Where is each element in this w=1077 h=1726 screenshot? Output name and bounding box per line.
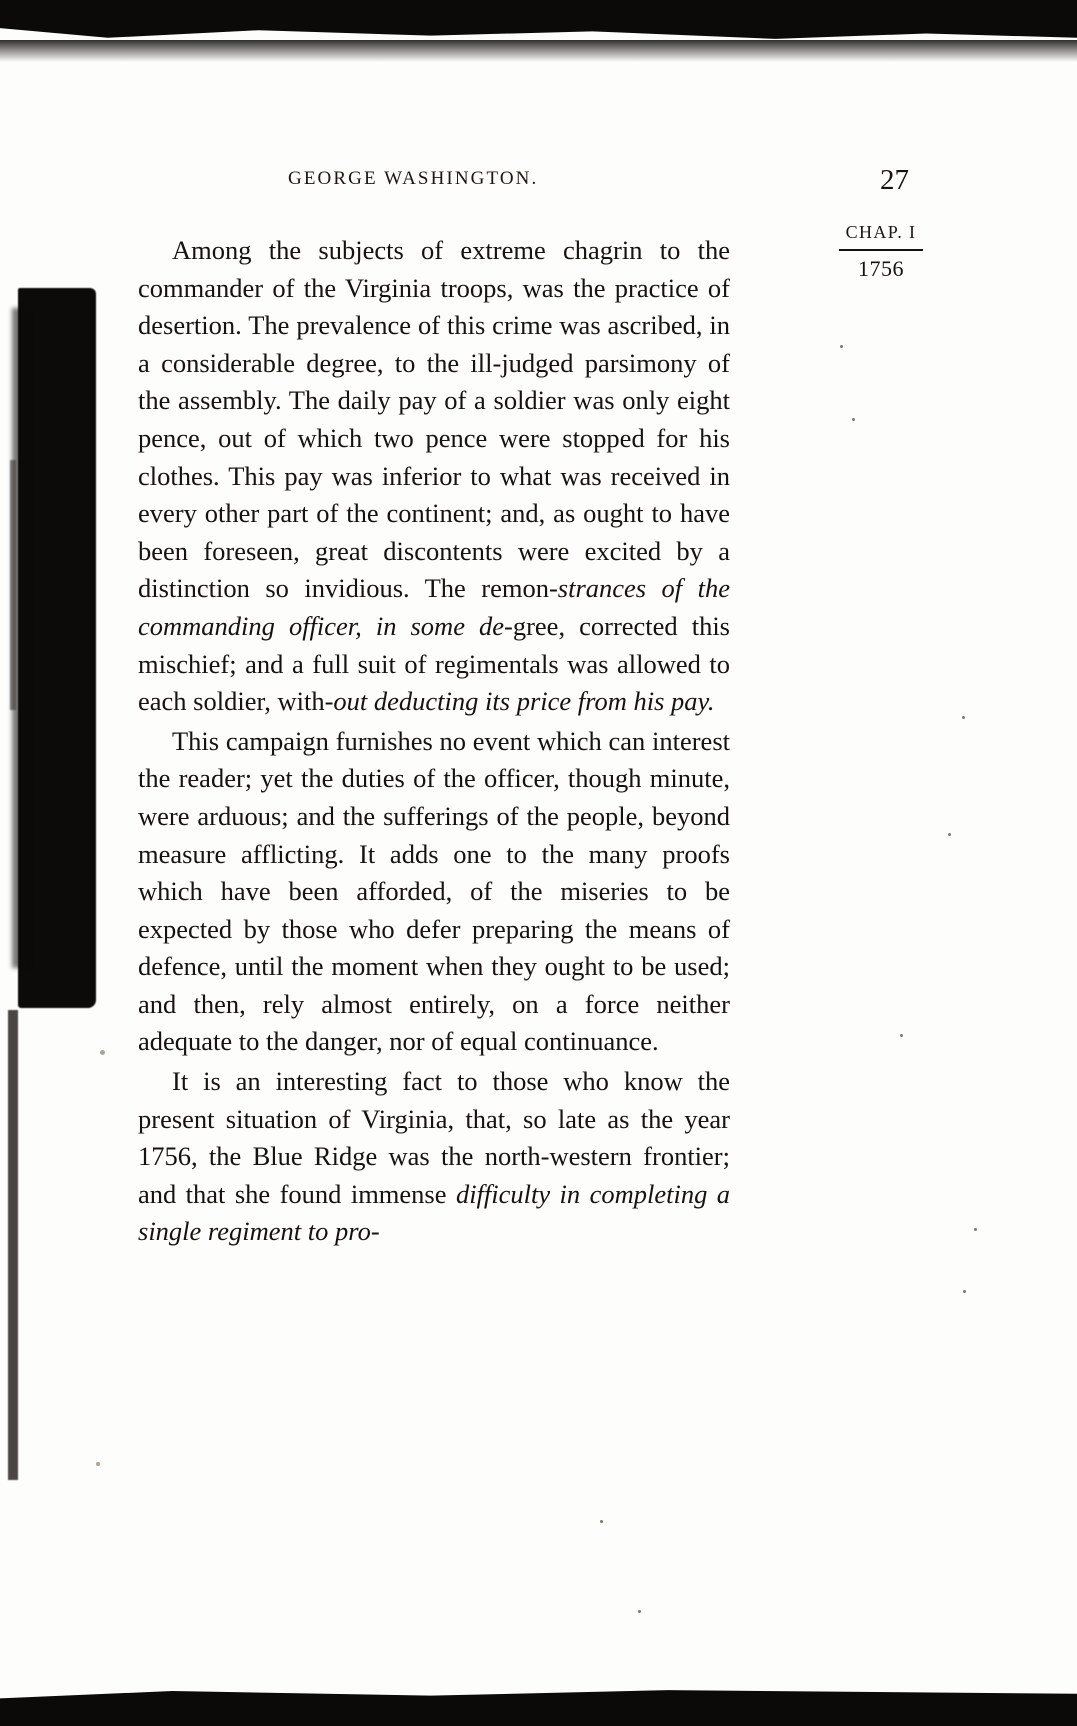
paragraph-2: This campaign furnishes no event which can interest the reader; yet the duties of the officer, though minute, were arduous; and the sufferings of the people, beyond measure afflicting. It adds one to the many proofs which have been afforded, of the miseries to be expected by those who defer preparing the means of defence, until the moment when they ought to be used; and then, rely almost entirely, on a force neither adequate to the danger, nor of equal continuance. [138,725,730,1057]
paragraph-3-italic: difficulty in completing a single regiment to pro- [138,1178,731,1247]
scan-speck [963,1290,966,1293]
scan-gutter-strip-lower [8,1010,18,1480]
scan-speck [96,1462,100,1466]
scan-speck [948,833,951,836]
paragraph-1 [138,232,730,721]
scan-speck [974,1228,977,1231]
page-number: 27 [880,164,909,196]
scan-speck [852,418,855,421]
running-head: GEORGE WASHINGTON. [288,168,539,189]
scan-speck [100,1050,105,1055]
year-label: 1756 [858,255,904,281]
scan-edge-bottom [0,1680,1077,1726]
scan-speck [840,345,843,348]
scan-speck [900,1034,903,1037]
body-text-column [138,168,730,1251]
paragraph-3 [138,1063,730,1251]
paragraph-3-text: It is an interesting fact to those who know the present situation of Virginia, that, so late as the year 1756, the Blue Ridge was the north-western frontier; and that she found immense [138,1066,730,1209]
scan-edge-top-fade [0,40,1077,62]
paragraph-1-text-b: gree, corrected this mischief; and a full suit of regimentals was allowed to each soldier, with- [138,610,730,717]
paragraph-1-italic-2: out deducting its price from his pay. [333,686,715,717]
margin-note [806,222,956,282]
chapter-label: CHAP. I [845,222,917,242]
scan-speck [638,1610,641,1613]
paragraph-1-italic-1: strances of the commanding officer, in some de- [138,573,730,641]
scan-speck [962,716,965,719]
scan-speck [600,1520,603,1523]
paragraph-1-text-a: Among the subjects of extreme chagrin to the commander of the Virginia troops, was the practice of desertion. The prevalence of this crime was ascribed, in a considerable degree, to the ill-judged parsimony of the assembly. The daily pay of a soldier was only eight pence, out of which two pence were stopped for his clothes. This pay was inferior to what was received in every other part of the continent; and, as ought to have been foreseen, great discontents were excited by a distinction so invidious. The remon- [138,235,730,604]
margin-rule [839,249,923,251]
scan-gutter-strip-upper [10,460,16,710]
scan-gutter-shadow [18,288,96,1008]
